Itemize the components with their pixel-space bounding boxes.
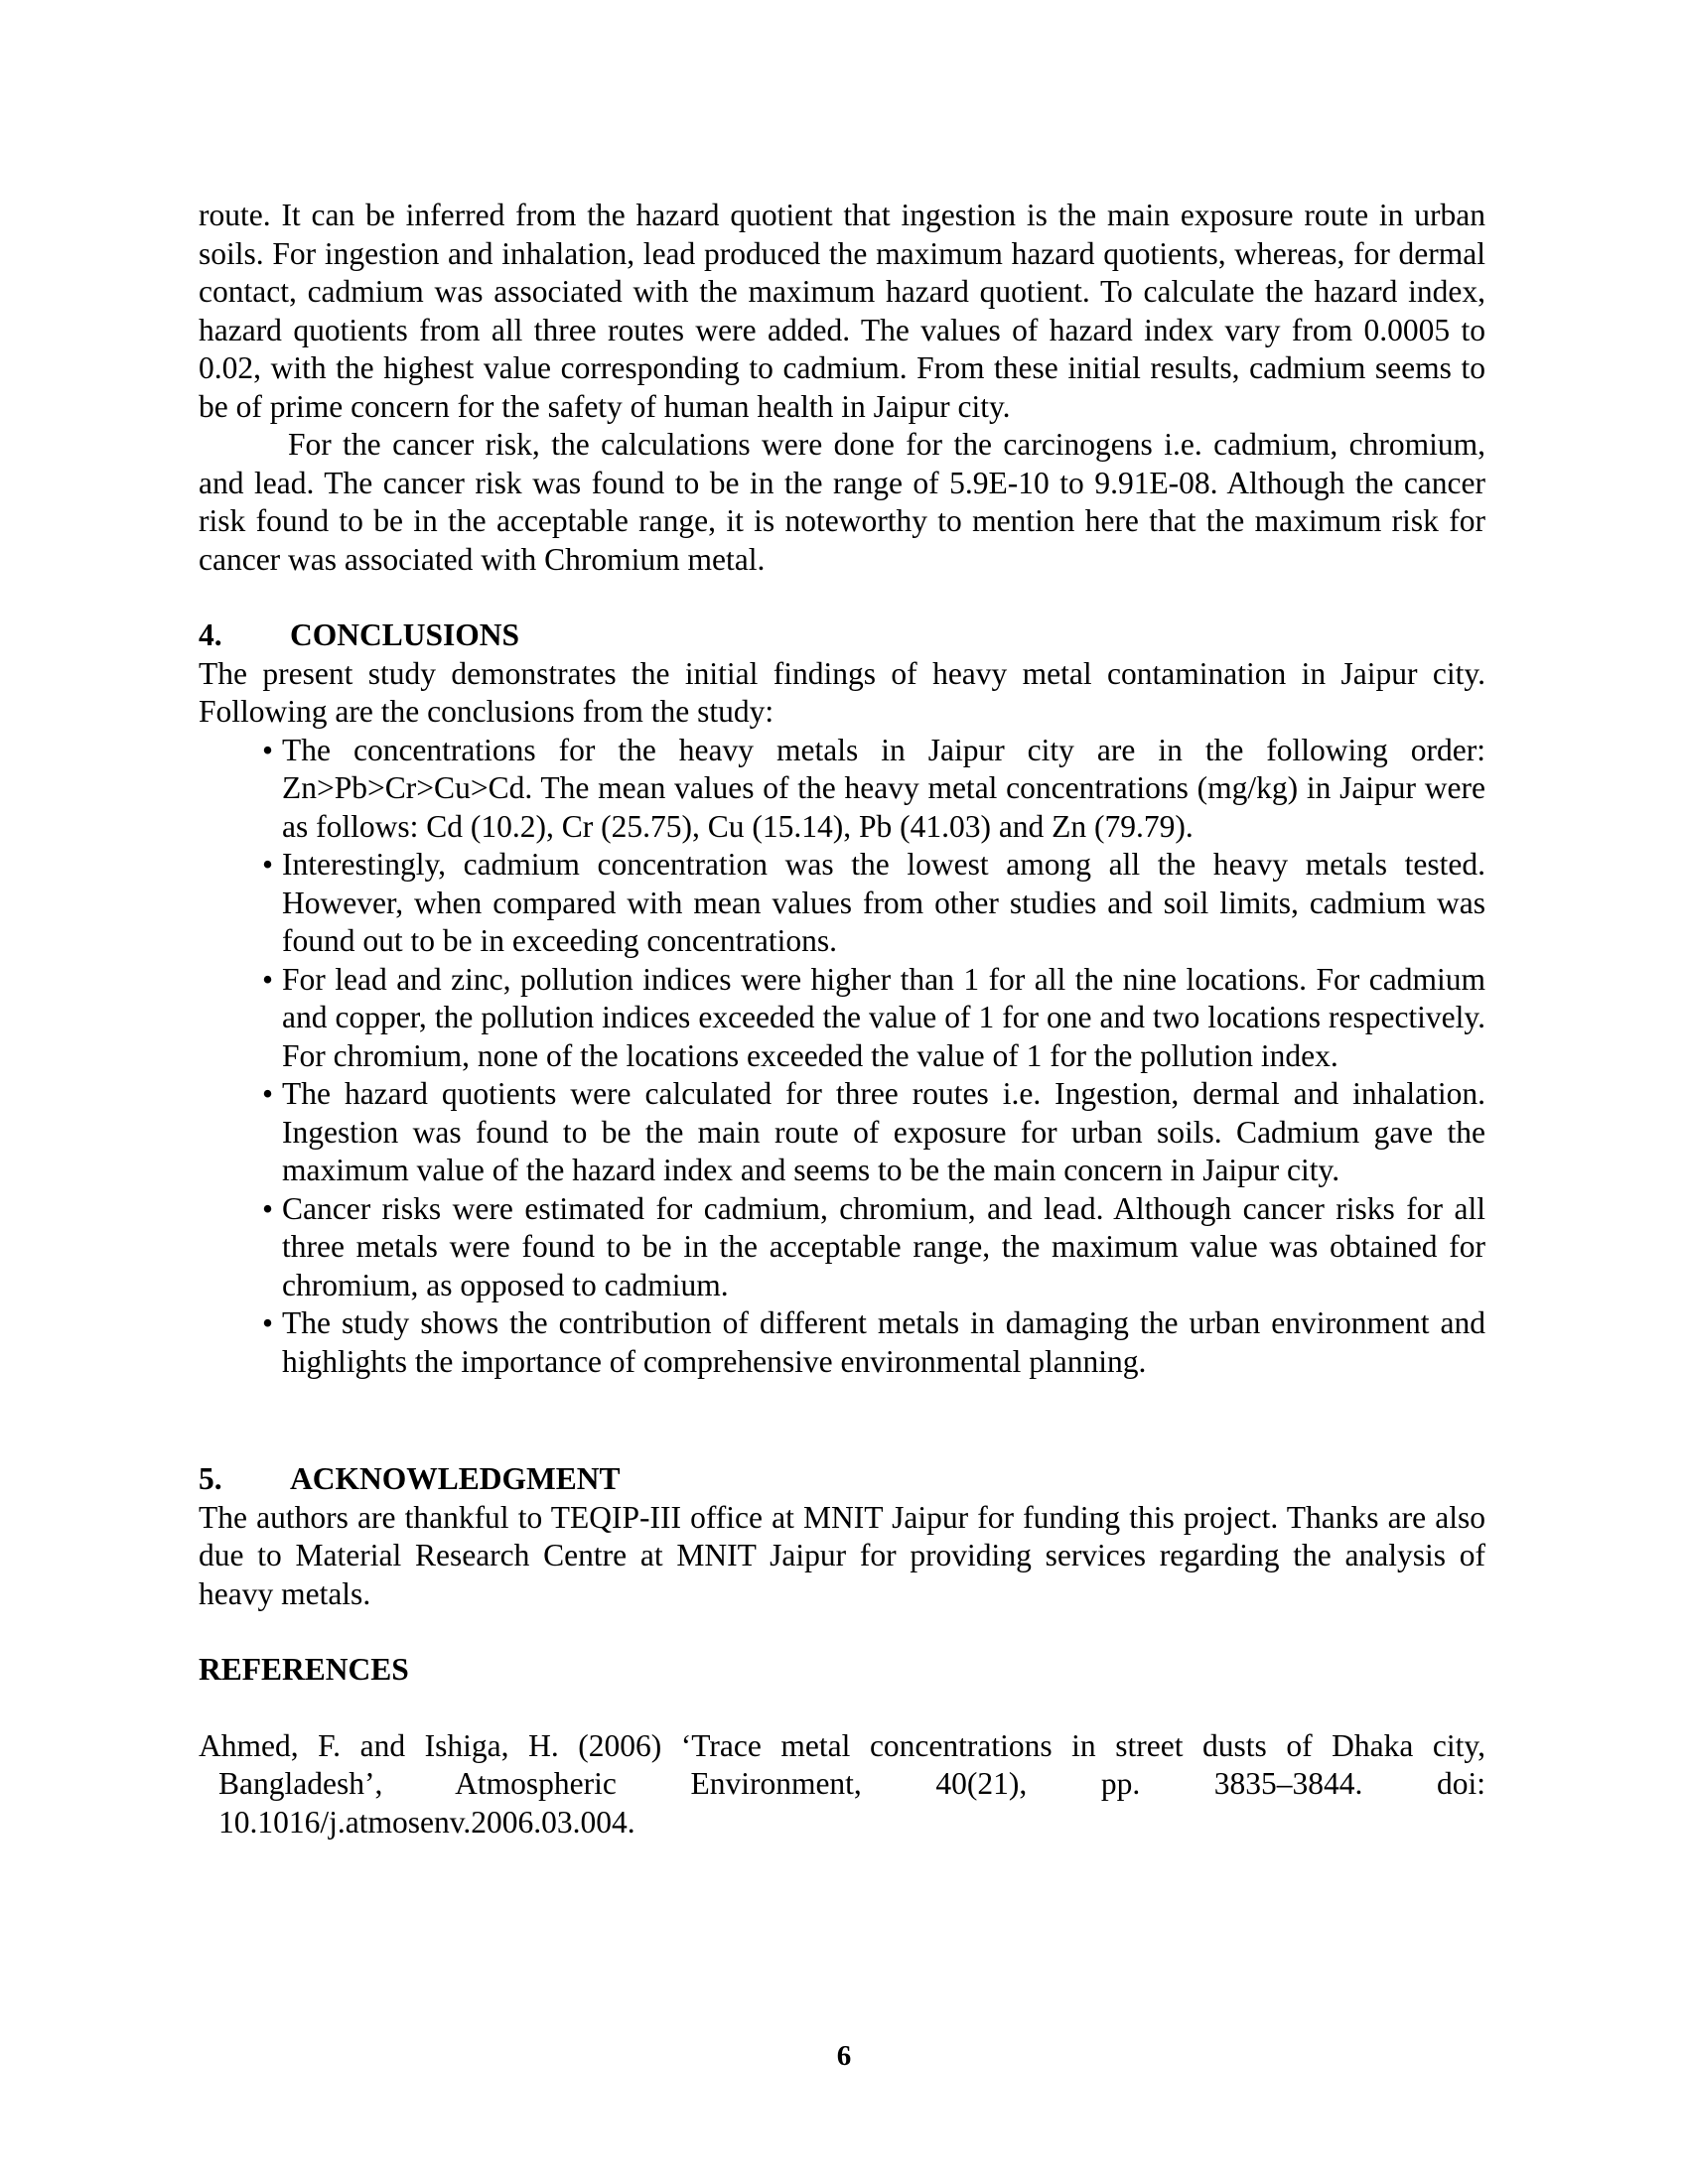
acknowledgment-heading bbox=[199, 1460, 1485, 1499]
acknowledgment-text: The authors are thankful to TEQIP-III office at MNIT Jaipur for funding this project. Thanks are also due to Material Research Centre at MNIT Jaipur for providing services regarding the analysis of heavy metals. bbox=[199, 1499, 1485, 1611]
conclusions-heading bbox=[199, 616, 1485, 655]
conclusions-list bbox=[199, 732, 1485, 1382]
section-number: 5. bbox=[199, 1461, 222, 1496]
section-number: 4. bbox=[199, 617, 222, 652]
list-item bbox=[262, 961, 1485, 1076]
list-item bbox=[262, 846, 1485, 961]
bullet-icon: • bbox=[262, 961, 274, 997]
list-item bbox=[262, 1190, 1485, 1305]
bullet-icon: • bbox=[262, 1190, 274, 1226]
section-title: ACKNOWLEDGMENT bbox=[290, 1461, 621, 1496]
section-title: CONCLUSIONS bbox=[290, 617, 520, 652]
bullet-icon: • bbox=[262, 732, 274, 767]
page-number: 6 bbox=[836, 2040, 852, 2072]
list-item-text: The hazard quotients were calculated for three routes i.e. Ingestion, dermal and inhalation. Ingestion was found to be the main route of exposure for urban soils. Cadmium gave the maximum value of the hazard index and seems to be the main concern in Jaipur city. bbox=[282, 1076, 1485, 1187]
page-body bbox=[199, 197, 1485, 1842]
bullet-icon: • bbox=[262, 847, 274, 882]
bullet-icon: • bbox=[262, 1076, 274, 1111]
list-item-text: Cancer risks were estimated for cadmium, chromium, and lead. Although cancer risks for all three metals were found to be in the acceptable range, the maximum value was obtained for chromium, as opposed to cadmium. bbox=[282, 1190, 1485, 1302]
list-item-text: Interestingly, cadmium concentration was the lowest among all the heavy metals tested. However, when compared with mean values from other studies and soil limits, cadmium was found out to be in exceeding concentrations. bbox=[282, 847, 1485, 958]
list-item bbox=[262, 732, 1485, 847]
list-item-text: The study shows the contribution of different metals in damaging the urban environment and highlights the importance of comprehensive environmental planning. bbox=[282, 1305, 1485, 1379]
conclusions-intro: The present study demonstrates the initial findings of heavy metal contamination in Jaipur city. Following are the conclusions from the study: bbox=[199, 655, 1485, 729]
references-heading bbox=[199, 1651, 1485, 1690]
list-item bbox=[262, 1304, 1485, 1381]
list-item bbox=[262, 1075, 1485, 1190]
results-paragraph-1: route. It can be inferred from the hazard quotient that ingestion is the main exposure route in urban soils. For ingestion and inhalation, lead produced the maximum hazard quotients, whereas, for dermal contact, cadmium was associated with the maximum hazard quotient. To calculate the hazard index, hazard quotients from all three routes were added. The values of hazard index vary from 0.0005 to 0.02, with the highest value corresponding to cadmium. From these initial results, cadmium seems to be of prime concern for the safety of human health in Jaipur city. bbox=[199, 198, 1485, 424]
bullet-icon: • bbox=[262, 1305, 274, 1340]
results-paragraph-2: For the cancer risk, the calculations were done for the carcinogens i.e. cadmium, chromium, and lead. The cancer risk was found to be in the range of 5.9E-10 to 9.91E-08. Although the cancer risk found to be in the acceptable range, it is noteworthy to mention here that the maximum risk for cancer was associated with Chromium metal. bbox=[199, 427, 1485, 577]
reference-item: Ahmed, F. and Ishiga, H. (2006) ‘Trace metal concentrations in street dusts of Dhaka city, Bangladesh’, Atmospheric Environment, 40(21), pp. 3835–3844. doi: 10.1016/j.atmosenv.2006.03.004. bbox=[199, 1727, 1485, 1840]
list-item-text: For lead and zinc, pollution indices were higher than 1 for all the nine locations. For cadmium and copper, the pollution indices exceeded the value of 1 for one and two locations respectively. For chromium, none of the locations exceeded the value of 1 for the pollution index. bbox=[282, 961, 1485, 1073]
list-item-text: The concentrations for the heavy metals in Jaipur city are in the following order: Zn>Pb>Cr>Cu>Cd. The mean values of the heavy metal concentrations (mg/kg) in Jaipur were as follows: Cd (10.2), Cr (25.75), Cu (15.14), Pb (41.03) and Zn (79.79). bbox=[282, 732, 1485, 844]
section-title: REFERENCES bbox=[199, 1652, 409, 1687]
